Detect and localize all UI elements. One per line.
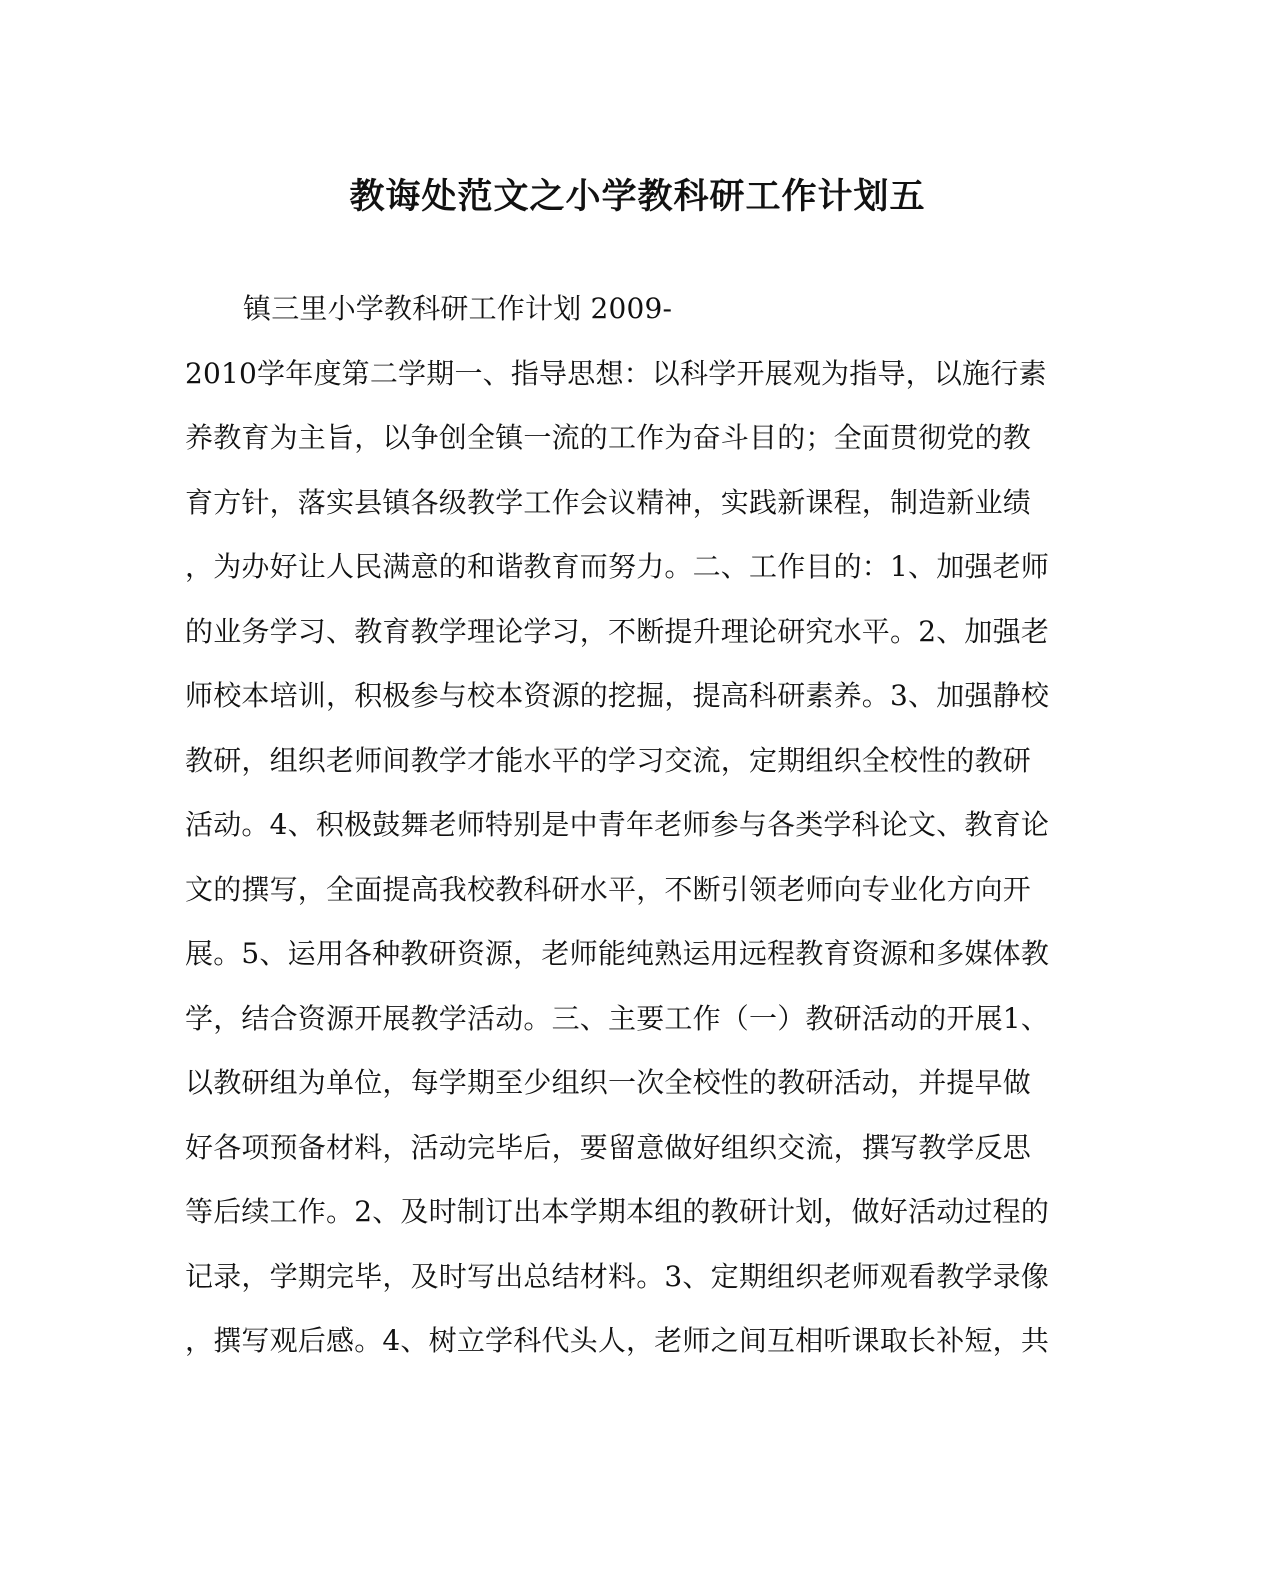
body-line: 活动。4、积极鼓舞老师特别是中青年老师参与各类学科论文、教育论: [185, 808, 1050, 841]
body-line: 师校本培训，积极参与校本资源的挖掘，提高科研素养。3、加强静校: [185, 679, 1050, 712]
document-body: [185, 287, 1065, 1384]
body-line: 展。5、运用各种教研资源，老师能纯熟运用远程教育资源和多媒体教: [185, 937, 1050, 970]
body-line: 2010学年度第二学期一、指导思想：以科学开展观为指导，以施行素: [185, 356, 1047, 390]
body-line: ，为办好让人民满意的和谐教育而努力。二、工作目的：1、加强老师: [185, 550, 1050, 583]
body-line: 以教研组为单位，每学期至少组织一次全校性的教研活动，并提早做: [185, 1066, 1032, 1099]
body-line: 镇三里小学教科研工作计划 2009-: [243, 292, 673, 325]
body-line: 育方针，落实县镇各级教学工作会议精神，实践新课程，制造新业绩: [185, 485, 1032, 519]
document-title: 教诲处范文之小学教科研工作计划五: [349, 177, 926, 217]
body-line: 的业务学习、教育教学理论学习，不断提升理论研究水平。2、加强老: [185, 614, 1050, 648]
body-line: 教研，组织老师间教学才能水平的学习交流，定期组织全校性的教研: [185, 743, 1032, 777]
body-line: 好各项预备材料，活动完毕后，要留意做好组织交流，撰写教学反思: [185, 1130, 1032, 1164]
body-line: ，撰写观后感。4、树立学科代头人，老师之间互相听课取长补短，共: [185, 1324, 1050, 1357]
body-line: 文的撰写，全面提高我校教科研水平，不断引领老师向专业化方向开: [185, 872, 1032, 906]
body-line: 等后续工作。2、及时制订出本学期本组的教研计划，做好活动过程的: [185, 1195, 1050, 1228]
body-line: 记录，学期完毕，及时写出总结材料。3、定期组织老师观看教学录像: [185, 1259, 1050, 1293]
body-line: 学，结合资源开展教学活动。三、主要工作（一）教研活动的开展1、: [185, 1001, 1050, 1035]
body-line: 养教育为主旨，以争创全镇一流的工作为奋斗目的；全面贯彻党的教: [185, 421, 1032, 454]
